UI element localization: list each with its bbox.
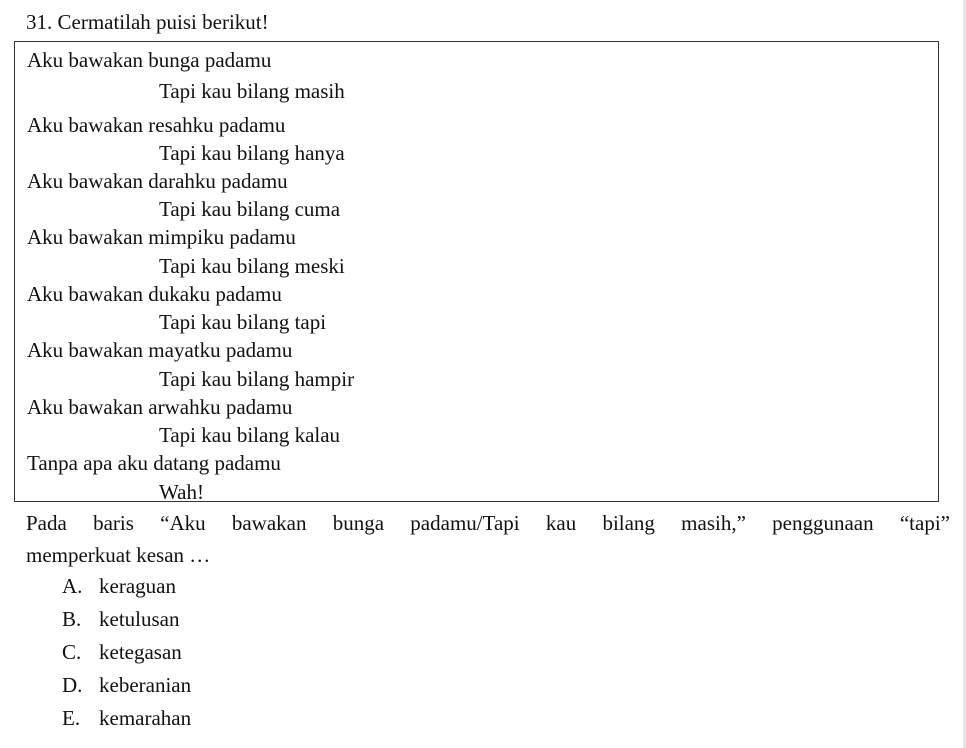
option-a[interactable] — [62, 572, 176, 600]
poem-line: Aku bawakan mimpiku padamu — [27, 225, 296, 249]
option-letter: A. — [62, 574, 83, 598]
poem-line: Aku bawakan arwahku padamu — [27, 395, 293, 419]
poem-line: Tapi kau bilang meski — [159, 254, 345, 278]
question-prompt — [26, 507, 950, 571]
poem-line: Aku bawakan darahku padamu — [27, 169, 288, 193]
option-text: ketegasan — [99, 640, 182, 664]
option-text: kemarahan — [99, 706, 192, 730]
question-header — [26, 9, 269, 35]
option-text: ketulusan — [99, 607, 180, 631]
option-letter: D. — [62, 673, 83, 697]
option-c[interactable] — [62, 638, 182, 666]
option-letter: B. — [62, 607, 82, 631]
poem-line: Aku bawakan resahku padamu — [27, 113, 286, 137]
poem-line: Aku bawakan mayatku padamu — [27, 338, 293, 362]
question-number: 31. — [26, 10, 53, 34]
poem-box — [14, 41, 939, 502]
option-letter: E. — [62, 706, 81, 730]
option-text: keraguan — [99, 574, 176, 598]
poem-line: Tapi kau bilang cuma — [159, 197, 341, 221]
option-b[interactable] — [62, 605, 179, 633]
question-instruction: Cermatilah puisi berikut! — [57, 10, 269, 34]
option-letter: C. — [62, 640, 82, 664]
poem-line: Aku bawakan dukaku padamu — [27, 282, 282, 306]
poem-line: Wah! — [159, 480, 204, 504]
poem-line: Tapi kau bilang kalau — [159, 423, 341, 447]
poem-line: Tapi kau bilang tapi — [159, 310, 327, 334]
poem-line: Aku bawakan bunga padamu — [27, 48, 272, 72]
option-e[interactable] — [62, 704, 191, 732]
poem-line: Tanpa apa aku datang padamu — [27, 451, 281, 475]
poem-line: Tapi kau bilang hampir — [159, 367, 355, 391]
prompt-line-1: Pada baris “Aku bawakan bunga padamu/Tapi kau bilang masih,” penggunaan “tapi” — [26, 511, 950, 535]
prompt-line-2: memperkuat kesan … — [26, 543, 211, 567]
poem-line: Tapi kau bilang hanya — [159, 141, 345, 165]
poem-line: Tapi kau bilang masih — [159, 79, 345, 103]
option-text: keberanian — [99, 673, 192, 697]
option-d[interactable] — [62, 671, 191, 699]
